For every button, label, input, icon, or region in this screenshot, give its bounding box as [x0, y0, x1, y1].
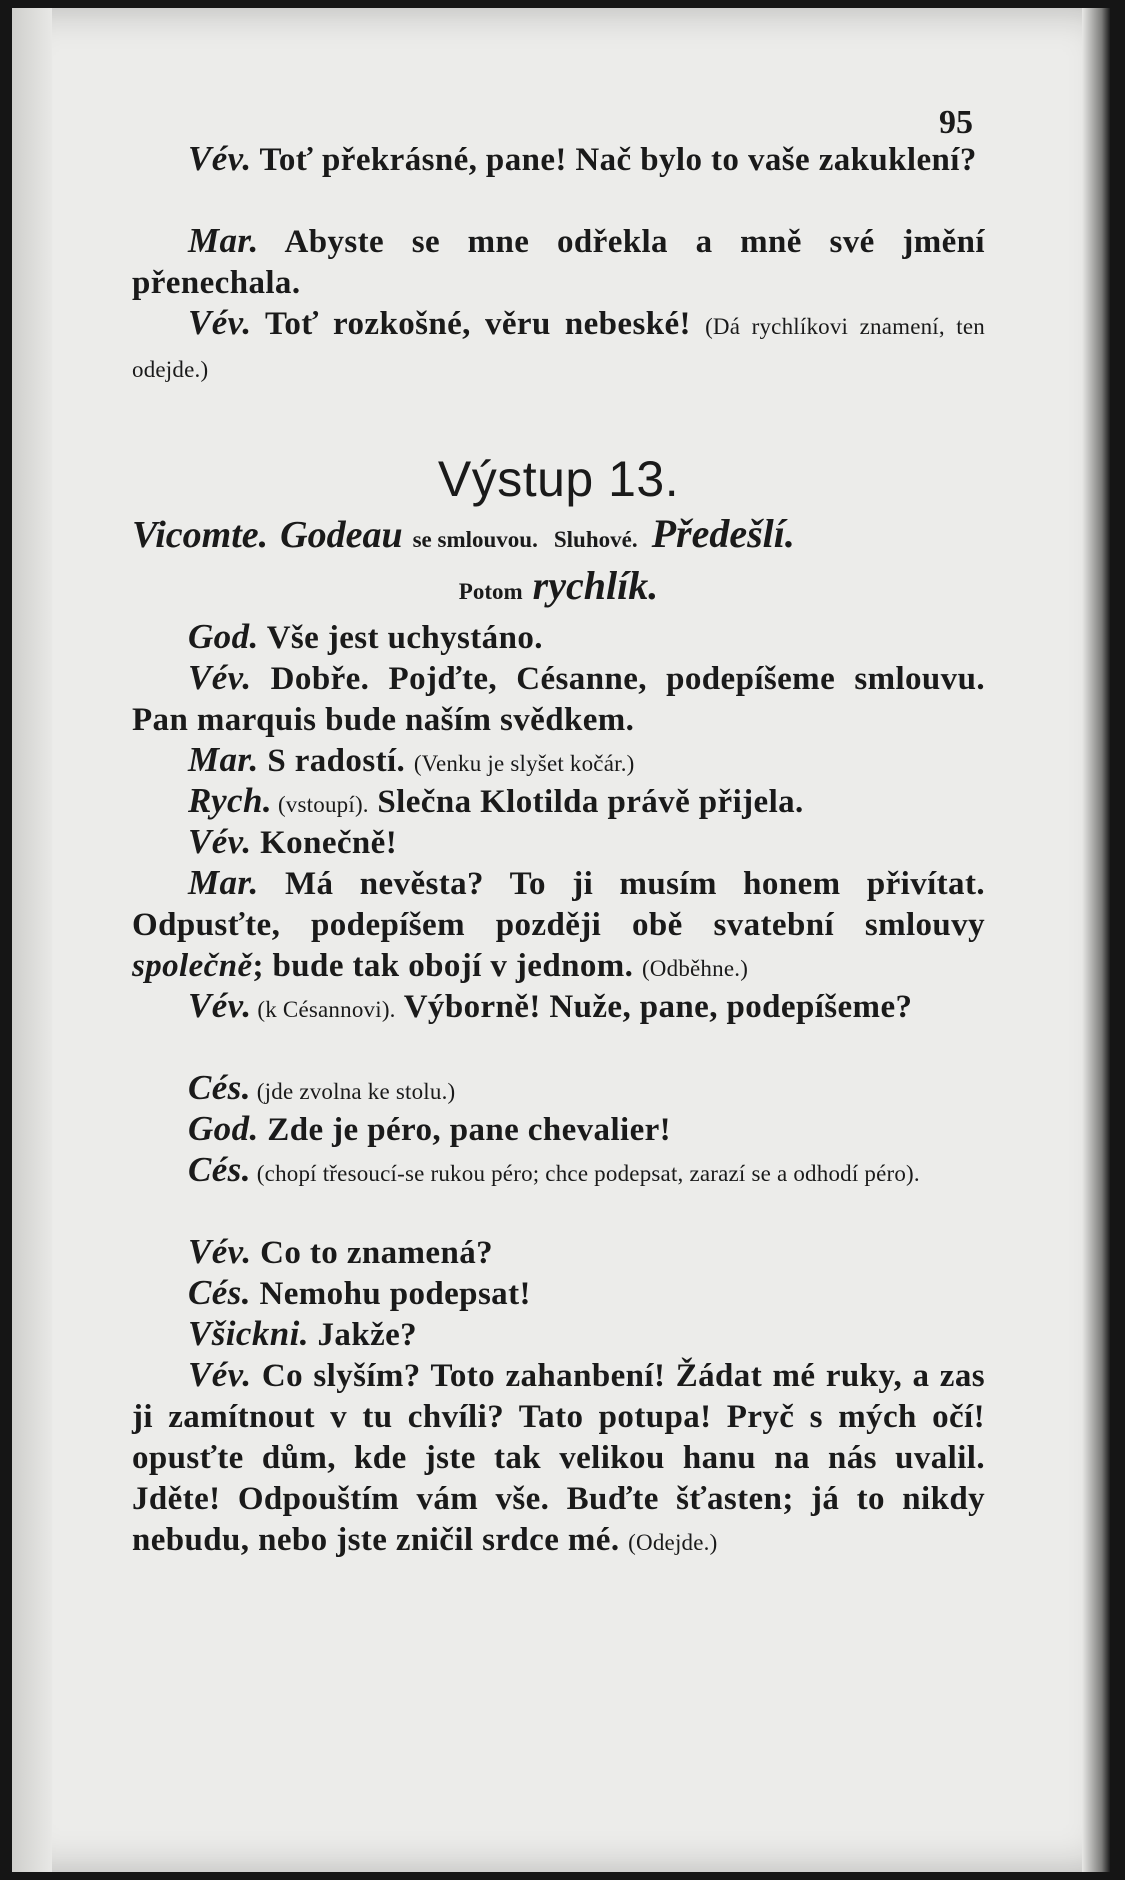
cast-godeau-note: se smlouvou. — [412, 527, 538, 552]
cast-sluhove: Sluhové. — [553, 527, 638, 552]
speech-text: Slečna Klotilda právě přijela. — [368, 784, 804, 820]
speaker: Vév. — [188, 1232, 252, 1271]
speech-vev-7 — [132, 1354, 985, 1563]
cast-godeau: Godeau — [280, 514, 403, 556]
speaker: Rych. — [188, 781, 272, 820]
book-page — [12, 8, 1110, 1872]
speech-text: Co slyším? Toto zahanbení! Žádat mé ruky, a zas ji zamítnout v tu chvíli? Tato potupa! Pryč s mých očí! opusťte dům, kde jste tak velikou hanu na nás uvalil. Jděte! Odpouštím vám vše. Buďte šťasten; já to nikdy nebudu, nebo jste zničil srdce mé. — [132, 1358, 985, 1558]
speech-text: Vše jest uchystáno. — [258, 620, 543, 656]
speaker: Cés. — [188, 1273, 251, 1312]
stage-direction: (Odběhne.) — [641, 956, 749, 981]
speaker: Vév. — [188, 822, 252, 861]
page-edge-shadow — [1082, 8, 1110, 1872]
speech-text: ; bude tak obojí v jednom. — [252, 948, 642, 984]
speech-text: Má nevěsta? To ji musím honem přivítat. Odpusťte, podepíšem později obě svatební smlouvy — [132, 866, 985, 943]
speech-vev-4 — [132, 821, 985, 864]
speech-vev-6 — [132, 1231, 985, 1274]
page-gutter — [12, 8, 52, 1872]
stage-direction: (Odejde.) — [628, 1530, 718, 1555]
stage-direction: (Venku je slyšet kočár.) — [413, 751, 635, 776]
cast-vicomte: Vicomte. — [132, 514, 269, 556]
speaker: God. — [188, 617, 259, 656]
speech-vev-1 — [132, 138, 985, 181]
speech-text: Konečně! — [251, 825, 398, 861]
speech-ces-1 — [132, 1067, 985, 1112]
speaker: Vév. — [188, 139, 252, 178]
speech-text: Dobře. Pojďte, Césanne, podepíšeme smlouvu. Pan marquis bude naším svědkem. — [132, 661, 985, 738]
stage-direction: (Dá rychlíkovi znamení, ten odejde.) — [132, 314, 985, 382]
speaker: Vév. — [188, 986, 252, 1025]
speaker: Vév. — [188, 1355, 252, 1394]
emphasis: společně — [132, 948, 253, 984]
speech-ces-2 — [132, 1149, 985, 1194]
speech-mar-3 — [132, 862, 985, 989]
speech-text: Toť rozkošné, věru nebeské! — [251, 306, 706, 342]
speech-vev-3 — [132, 657, 985, 741]
speech-text: Výborně! Nuže, pane, podepíšeme? — [395, 989, 913, 1025]
speech-text: Jakže? — [308, 1317, 418, 1353]
speech-mar-1 — [132, 220, 985, 304]
scene-cast — [132, 512, 985, 565]
stage-direction: (vstoupí). — [272, 792, 369, 817]
speech-rych-1 — [132, 780, 985, 825]
speaker: Mar. — [188, 740, 259, 779]
speech-god-1 — [132, 616, 985, 659]
cast-predesli: Předešlí. — [651, 511, 795, 556]
speaker: Vév. — [188, 658, 252, 697]
speech-text: Nemohu podepsat! — [250, 1276, 531, 1312]
speaker: Mar. — [188, 221, 259, 260]
speaker: Všickni. — [188, 1314, 309, 1353]
speech-god-2 — [132, 1108, 985, 1151]
speaker: God. — [188, 1109, 259, 1148]
stage-direction: (chopí třesoucí-se rukou péro; chce podepsat, zarazí se a odhodí péro). — [250, 1161, 920, 1186]
speech-vev-2 — [132, 302, 985, 390]
speech-vev-5 — [132, 985, 985, 1030]
speaker: Vév. — [188, 303, 252, 342]
stage-direction: (k Césannovi). — [251, 997, 396, 1022]
page-number: 95 — [939, 104, 973, 141]
speech-all-1 — [132, 1313, 985, 1356]
speech-ces-3 — [132, 1272, 985, 1315]
cast-potom: Potom — [458, 579, 523, 604]
scene-cast-2 — [132, 562, 985, 609]
speaker: Cés. — [188, 1150, 251, 1189]
speech-text: S radostí. — [258, 743, 414, 779]
speaker: Cés. — [188, 1068, 251, 1107]
speech-text: Zde je péro, pane chevalier! — [258, 1112, 672, 1148]
scene-heading: Výstup 13. — [437, 451, 680, 507]
cast-rychlik: rychlík. — [532, 563, 659, 608]
speech-text: Toť překrásné, pane! Nač bylo to vaše zakuklení? — [251, 142, 977, 178]
speech-text: Co to znamená? — [251, 1235, 494, 1271]
speaker: Mar. — [188, 863, 259, 902]
speech-text: Abyste se mne odřekla a mně své jmění přenechala. — [132, 224, 985, 301]
stage-direction: (jde zvolna ke stolu.) — [250, 1079, 456, 1104]
speech-mar-2 — [132, 739, 985, 784]
